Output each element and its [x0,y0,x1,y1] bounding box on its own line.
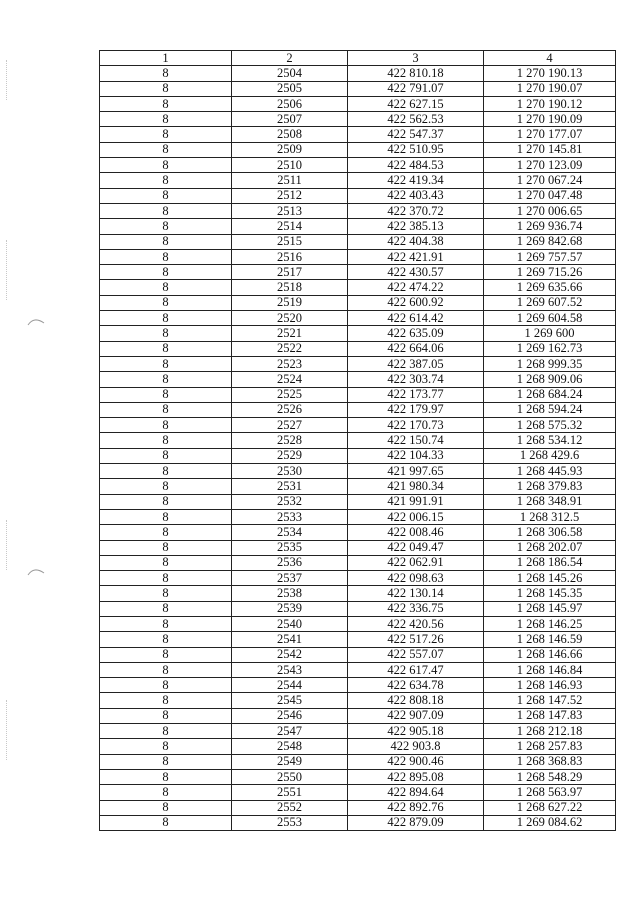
table-cell: 2545 [232,693,348,708]
table-cell: 8 [100,372,232,387]
table-cell: 8 [100,158,232,173]
table-cell: 422 614.42 [348,311,484,326]
table-cell: 422 370.72 [348,203,484,218]
table-cell: 8 [100,402,232,417]
table-cell: 8 [100,173,232,188]
table-cell: 8 [100,249,232,264]
table-cell: 8 [100,112,232,127]
table-cell: 2535 [232,540,348,555]
table-cell: 2504 [232,66,348,81]
table-cell: 422 894.64 [348,785,484,800]
table-cell: 2520 [232,311,348,326]
table-cell: 422 006.15 [348,509,484,524]
table-row [100,127,616,142]
table-row [100,112,616,127]
table-cell: 2538 [232,586,348,601]
table-cell: 8 [100,311,232,326]
table-cell: 422 385.13 [348,219,484,234]
table-header [100,51,616,66]
table-cell: 422 150.74 [348,433,484,448]
table-row [100,815,616,830]
table-cell: 2551 [232,785,348,800]
table-row [100,662,616,677]
table-cell: 422 810.18 [348,66,484,81]
table-body [100,66,616,831]
table-cell: 422 634.78 [348,678,484,693]
table-cell: 1 268 594.24 [484,402,616,417]
table-cell: 2527 [232,418,348,433]
table-cell: 2510 [232,158,348,173]
table-cell: 2543 [232,662,348,677]
table-cell: 422 421.91 [348,249,484,264]
table-cell: 8 [100,81,232,96]
table-row [100,433,616,448]
table-cell: 1 270 190.07 [484,81,616,96]
table-cell: 2532 [232,494,348,509]
table-row [100,372,616,387]
table-row [100,341,616,356]
table-cell: 2522 [232,341,348,356]
table-cell: 1 268 145.26 [484,571,616,586]
table-cell: 1 268 146.93 [484,678,616,693]
table-cell: 2533 [232,509,348,524]
table-cell: 422 130.14 [348,586,484,601]
table-cell: 1 268 146.66 [484,647,616,662]
table-cell: 421 991.91 [348,494,484,509]
table-cell: 8 [100,188,232,203]
table-row [100,785,616,800]
table-cell: 422 627.15 [348,96,484,111]
table-cell: 2508 [232,127,348,142]
table-cell: 422 791.07 [348,81,484,96]
table-cell: 2552 [232,800,348,815]
table-cell: 8 [100,769,232,784]
table-cell: 8 [100,509,232,524]
table-cell: 422 430.57 [348,265,484,280]
table-cell: 2540 [232,616,348,631]
table-cell: 2516 [232,249,348,264]
table-row [100,265,616,280]
table-cell: 421 997.65 [348,464,484,479]
table-cell: 2547 [232,724,348,739]
table-row [100,632,616,647]
header-cell: 3 [348,51,484,66]
table-cell: 422 419.34 [348,173,484,188]
table-cell: 2519 [232,295,348,310]
table-cell: 1 269 715.26 [484,265,616,280]
table-row [100,249,616,264]
table-row [100,66,616,81]
table-cell: 8 [100,280,232,295]
table-cell: 2521 [232,326,348,341]
table-row [100,769,616,784]
table-cell: 422 879.09 [348,815,484,830]
table-cell: 422 517.26 [348,632,484,647]
scan-edge-mark [6,520,8,570]
table-cell: 422 617.47 [348,662,484,677]
table-cell: 8 [100,693,232,708]
table-row [100,387,616,402]
table-cell: 2524 [232,372,348,387]
table-cell: 2549 [232,754,348,769]
table-cell: 2539 [232,601,348,616]
table-row [100,203,616,218]
table-row [100,234,616,249]
table-cell: 2514 [232,219,348,234]
table-cell: 2534 [232,525,348,540]
table-cell: 2546 [232,708,348,723]
table-cell: 2511 [232,173,348,188]
table-cell: 422 547.37 [348,127,484,142]
table-cell: 422 474.22 [348,280,484,295]
table-row [100,739,616,754]
table-cell: 2536 [232,555,348,570]
table-cell: 2530 [232,464,348,479]
table-cell: 422 895.08 [348,769,484,784]
table-cell: 1 269 757.57 [484,249,616,264]
table-cell: 422 403.43 [348,188,484,203]
table-cell: 8 [100,815,232,830]
table-cell: 1 270 067.24 [484,173,616,188]
table-cell: 1 268 186.54 [484,555,616,570]
table-cell: 1 268 429.6 [484,448,616,463]
table-cell: 422 008.46 [348,525,484,540]
table-cell: 8 [100,601,232,616]
table-row [100,295,616,310]
table-cell: 1 268 146.59 [484,632,616,647]
table-cell: 8 [100,616,232,631]
table-row [100,418,616,433]
table-row [100,540,616,555]
table-cell: 8 [100,356,232,371]
table-cell: 422 900.46 [348,754,484,769]
table-row [100,81,616,96]
table-cell: 1 268 212.18 [484,724,616,739]
table-cell: 8 [100,219,232,234]
table-cell: 422 635.09 [348,326,484,341]
table-cell: 1 270 190.09 [484,112,616,127]
table-cell: 422 808.18 [348,693,484,708]
table-cell: 422 892.76 [348,800,484,815]
scan-edge-mark [6,240,8,300]
table-cell: 1 268 147.83 [484,708,616,723]
table-cell: 422 484.53 [348,158,484,173]
table-cell: 1 269 604.58 [484,311,616,326]
table-row [100,678,616,693]
table-cell: 2553 [232,815,348,830]
table-cell: 1 268 145.35 [484,586,616,601]
table-cell: 1 268 147.52 [484,693,616,708]
table-cell: 8 [100,571,232,586]
table-cell: 2512 [232,188,348,203]
coordinates-table [99,50,616,831]
table-cell: 8 [100,586,232,601]
table-cell: 422 510.95 [348,142,484,157]
table-row [100,616,616,631]
table-cell: 1 268 146.84 [484,662,616,677]
table-cell: 2505 [232,81,348,96]
table-cell: 2526 [232,402,348,417]
table-cell: 421 980.34 [348,479,484,494]
table-cell: 1 268 548.29 [484,769,616,784]
table-cell: 1 270 177.07 [484,127,616,142]
table-cell: 422 600.92 [348,295,484,310]
header-cell: 1 [100,51,232,66]
table-cell: 2541 [232,632,348,647]
table-row [100,142,616,157]
table-cell: 1 268 534.12 [484,433,616,448]
table-cell: 8 [100,632,232,647]
table-cell: 1 268 348.91 [484,494,616,509]
table-row [100,326,616,341]
table-cell: 1 270 190.13 [484,66,616,81]
table-cell: 8 [100,341,232,356]
punch-hole-mark [26,566,46,576]
table-cell: 1 268 575.32 [484,418,616,433]
table-cell: 422 062.91 [348,555,484,570]
table-cell: 8 [100,739,232,754]
table-cell: 2528 [232,433,348,448]
table-cell: 2525 [232,387,348,402]
table-cell: 8 [100,785,232,800]
table-row [100,219,616,234]
table-cell: 422 336.75 [348,601,484,616]
table-cell: 422 179.97 [348,402,484,417]
table-cell: 8 [100,754,232,769]
table-cell: 8 [100,418,232,433]
table-cell: 1 270 047.48 [484,188,616,203]
table-cell: 8 [100,555,232,570]
table-row [100,173,616,188]
table-cell: 1 268 306.58 [484,525,616,540]
table-row [100,464,616,479]
table-cell: 2513 [232,203,348,218]
table-cell: 2509 [232,142,348,157]
table-cell: 422 170.73 [348,418,484,433]
table-cell: 2523 [232,356,348,371]
table-row [100,693,616,708]
table-row [100,494,616,509]
table-cell: 2550 [232,769,348,784]
table-cell: 1 268 999.35 [484,356,616,371]
table-cell: 422 557.07 [348,647,484,662]
table-cell: 8 [100,203,232,218]
table-row [100,754,616,769]
table-cell: 422 903.8 [348,739,484,754]
table-cell: 8 [100,647,232,662]
table-row [100,479,616,494]
table-row [100,280,616,295]
table-cell: 422 907.09 [348,708,484,723]
table-cell: 422 420.56 [348,616,484,631]
table-cell: 1 268 312.5 [484,509,616,524]
table-cell: 8 [100,127,232,142]
table-cell: 2529 [232,448,348,463]
table-cell: 422 387.05 [348,356,484,371]
table-cell: 1 268 909.06 [484,372,616,387]
table-cell: 8 [100,96,232,111]
table-row [100,800,616,815]
table-cell: 1 270 190.12 [484,96,616,111]
table-cell: 422 664.06 [348,341,484,356]
table-cell: 8 [100,525,232,540]
table-cell: 1 269 635.66 [484,280,616,295]
table-cell: 1 268 145.97 [484,601,616,616]
table-cell: 1 268 563.97 [484,785,616,800]
header-row [100,51,616,66]
punch-hole-mark [26,316,46,326]
table-cell: 1 268 257.83 [484,739,616,754]
table-cell: 1 270 145.81 [484,142,616,157]
table-cell: 1 269 084.62 [484,815,616,830]
table-cell: 8 [100,662,232,677]
table-cell: 422 562.53 [348,112,484,127]
table-cell: 422 404.38 [348,234,484,249]
table-cell: 2515 [232,234,348,249]
table-cell: 1 268 627.22 [484,800,616,815]
table-cell: 8 [100,66,232,81]
table-cell: 1 268 368.83 [484,754,616,769]
table-row [100,724,616,739]
table-cell: 8 [100,326,232,341]
table-row [100,555,616,570]
table-cell: 8 [100,708,232,723]
table-cell: 422 049.47 [348,540,484,555]
table-cell: 1 270 123.09 [484,158,616,173]
table-cell: 1 268 202.07 [484,540,616,555]
table-cell: 1 269 936.74 [484,219,616,234]
table-cell: 1 268 146.25 [484,616,616,631]
table-row [100,571,616,586]
table-cell: 2531 [232,479,348,494]
table-cell: 422 104.33 [348,448,484,463]
scan-edge-mark [6,700,8,760]
table-cell: 2506 [232,96,348,111]
table-cell: 422 098.63 [348,571,484,586]
table-row [100,158,616,173]
table-cell: 1 269 607.52 [484,295,616,310]
table-cell: 422 905.18 [348,724,484,739]
table-cell: 8 [100,800,232,815]
table-cell: 8 [100,295,232,310]
table-cell: 2544 [232,678,348,693]
table-cell: 8 [100,464,232,479]
table-cell: 1 270 006.65 [484,203,616,218]
table-cell: 8 [100,494,232,509]
header-cell: 4 [484,51,616,66]
table-row [100,311,616,326]
table-cell: 2548 [232,739,348,754]
table-cell: 2517 [232,265,348,280]
table-row [100,188,616,203]
table-row [100,708,616,723]
table-cell: 8 [100,448,232,463]
table-row [100,647,616,662]
table-cell: 1 268 445.93 [484,464,616,479]
table-cell: 8 [100,265,232,280]
table-row [100,525,616,540]
table-cell: 422 173.77 [348,387,484,402]
table-row [100,96,616,111]
table-cell: 8 [100,387,232,402]
table-cell: 8 [100,433,232,448]
table-row [100,509,616,524]
table-cell: 422 303.74 [348,372,484,387]
table-cell: 8 [100,234,232,249]
scan-edge-mark [6,60,8,100]
table-row [100,601,616,616]
table-row [100,586,616,601]
table-cell: 8 [100,142,232,157]
table-row [100,402,616,417]
table-row [100,356,616,371]
table-cell: 1 269 842.68 [484,234,616,249]
table-cell: 2518 [232,280,348,295]
table-cell: 8 [100,678,232,693]
table-cell: 8 [100,540,232,555]
table-cell: 2537 [232,571,348,586]
table-cell: 2542 [232,647,348,662]
table-cell: 8 [100,724,232,739]
table-cell: 1 268 379.83 [484,479,616,494]
table-row [100,448,616,463]
header-cell: 2 [232,51,348,66]
table-cell: 2507 [232,112,348,127]
table-cell: 8 [100,479,232,494]
table-cell: 1 269 600 [484,326,616,341]
table-cell: 1 269 162.73 [484,341,616,356]
table-cell: 1 268 684.24 [484,387,616,402]
